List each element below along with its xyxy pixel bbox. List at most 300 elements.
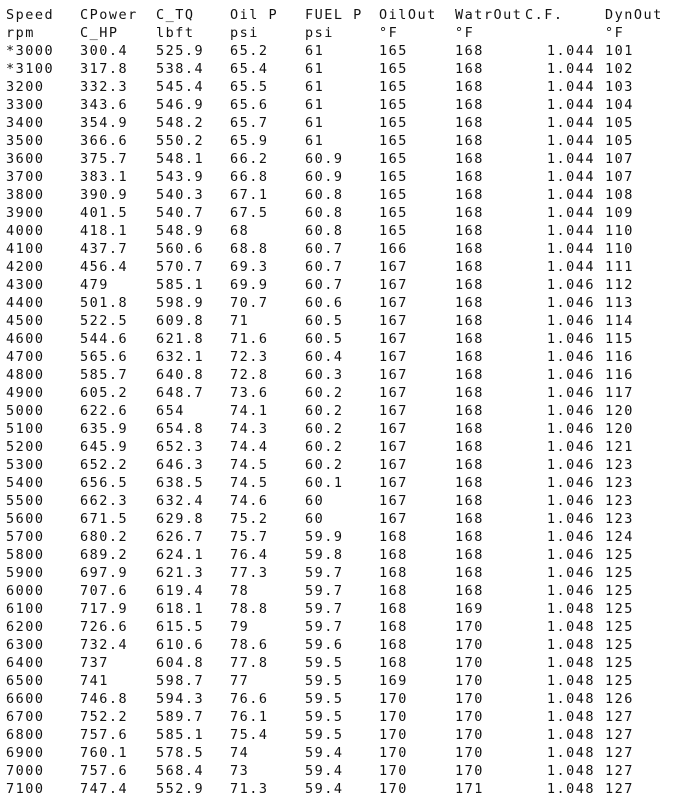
cell-cpower: 752.2 [80,709,129,725]
cell-fuel-p: 60.6 [305,295,344,311]
cell-fuel-p: 60.9 [305,169,344,185]
cell-oil-out: 170 [379,745,408,761]
cell-oil-p: 65.9 [230,133,269,149]
cell-dyn-out: 125 [605,547,634,563]
header-unit-watr-out: °F [455,25,475,41]
cell-c-tq: 598.9 [156,295,205,311]
cell-cpower: 656.5 [80,475,129,491]
cell-oil-p: 74.5 [230,457,269,473]
cell-speed: 3500 [6,133,45,149]
cell-speed: 5200 [6,439,45,455]
cell-oil-out: 167 [379,385,408,401]
cell-oil-out: 165 [379,187,408,203]
cell-c-tq: 604.8 [156,655,205,671]
cell-speed: 4900 [6,385,45,401]
cell-cpower: 383.1 [80,169,129,185]
cell-cpower: 757.6 [80,727,129,743]
cell-cpower: 479 [80,277,109,293]
cell-speed: 5700 [6,529,45,545]
cell-oil-out: 168 [379,601,408,617]
cell-oil-out: 167 [379,475,408,491]
table-row [6,654,682,672]
table-row [6,258,682,276]
table-row [6,600,682,618]
cell-c-f: 1.046 [546,313,595,329]
cell-dyn-out: 123 [605,475,634,491]
cell-fuel-p: 59.6 [305,637,344,653]
cell-c-tq: 609.8 [156,313,205,329]
cell-c-tq: 548.9 [156,223,205,239]
cell-oil-p: 75.7 [230,529,269,545]
cell-c-f: 1.046 [546,529,595,545]
cell-fuel-p: 60.8 [305,187,344,203]
cell-oil-p: 77.8 [230,655,269,671]
cell-oil-p: 75.2 [230,511,269,527]
cell-c-tq: 610.6 [156,637,205,653]
cell-oil-p: 77.3 [230,565,269,581]
cell-dyn-out: 125 [605,601,634,617]
table-row [6,114,682,132]
cell-fuel-p: 61 [305,43,325,59]
cell-dyn-out: 105 [605,133,634,149]
cell-oil-out: 165 [379,43,408,59]
cell-c-tq: 578.5 [156,745,205,761]
cell-oil-out: 168 [379,583,408,599]
cell-speed: 4100 [6,241,45,257]
cell-oil-p: 66.8 [230,169,269,185]
cell-c-tq: 548.2 [156,115,205,131]
cell-c-f: 1.044 [546,241,595,257]
cell-cpower: 707.6 [80,583,129,599]
cell-c-f: 1.048 [546,691,595,707]
cell-dyn-out: 108 [605,187,634,203]
cell-cpower: 605.2 [80,385,129,401]
cell-fuel-p: 60.2 [305,457,344,473]
cell-speed: 6700 [6,709,45,725]
cell-fuel-p: 60.7 [305,259,344,275]
cell-cpower: 501.8 [80,295,129,311]
cell-c-tq: 540.3 [156,187,205,203]
cell-c-tq: 568.4 [156,763,205,779]
cell-c-tq: 525.9 [156,43,205,59]
cell-c-f: 1.044 [546,169,595,185]
cell-speed: 7100 [6,781,45,797]
header-unit-c-f [525,24,605,42]
cell-oil-out: 167 [379,295,408,311]
table-row [6,222,682,240]
cell-c-f: 1.048 [546,637,595,653]
cell-c-f: 1.046 [546,385,595,401]
cell-cpower: 662.3 [80,493,129,509]
cell-cpower: 332.3 [80,79,129,95]
cell-cpower: 300.4 [80,43,129,59]
cell-fuel-p: 60.4 [305,349,344,365]
cell-speed: 3400 [6,115,45,131]
cell-dyn-out: 125 [605,619,634,635]
cell-dyn-out: 107 [605,169,634,185]
cell-watr-out: 170 [455,619,484,635]
cell-watr-out: 170 [455,637,484,653]
cell-watr-out: 168 [455,511,484,527]
table-row [6,276,682,294]
cell-dyn-out: 116 [605,349,634,365]
cell-oil-out: 165 [379,205,408,221]
cell-cpower: 760.1 [80,745,129,761]
header-name-c-tq: C_TQ [156,7,195,23]
cell-c-tq: 538.4 [156,61,205,77]
cell-dyn-out: 127 [605,709,634,725]
cell-c-f: 1.046 [546,457,595,473]
cell-c-f: 1.046 [546,547,595,563]
cell-c-tq: 626.7 [156,529,205,545]
cell-c-f: 1.044 [546,79,595,95]
cell-c-f: 1.048 [546,601,595,617]
table-row [6,348,682,366]
cell-fuel-p: 59.4 [305,745,344,761]
cell-c-tq: 546.9 [156,97,205,113]
cell-c-tq: 624.1 [156,547,205,563]
cell-dyn-out: 125 [605,673,634,689]
cell-fuel-p: 60 [305,493,325,509]
cell-oil-out: 167 [379,259,408,275]
cell-c-tq: 654.8 [156,421,205,437]
cell-oil-p: 71.3 [230,781,269,797]
cell-dyn-out: 123 [605,457,634,473]
cell-fuel-p: 61 [305,133,325,149]
cell-watr-out: 168 [455,403,484,419]
cell-c-f: 1.046 [546,493,595,509]
header-unit-fuel-p: psi [305,25,334,41]
cell-watr-out: 170 [455,709,484,725]
cell-oil-out: 167 [379,403,408,419]
table-row [6,726,682,744]
header-name-dyn-out: DynOut [605,7,663,23]
cell-speed: 5000 [6,403,45,419]
cell-c-f: 1.048 [546,745,595,761]
cell-speed: 5800 [6,547,45,563]
cell-fuel-p: 59.8 [305,547,344,563]
cell-c-tq: 589.7 [156,709,205,725]
cell-c-f: 1.046 [546,277,595,293]
cell-speed: 5300 [6,457,45,473]
cell-c-f: 1.048 [546,709,595,725]
cell-dyn-out: 120 [605,403,634,419]
cell-dyn-out: 110 [605,241,634,257]
cell-fuel-p: 61 [305,115,325,131]
cell-oil-out: 167 [379,439,408,455]
table-row [6,78,682,96]
cell-c-f: 1.046 [546,331,595,347]
cell-speed: 7000 [6,763,45,779]
header-unit-dyn-out: °F [605,25,625,41]
cell-dyn-out: 112 [605,277,634,293]
cell-watr-out: 170 [455,727,484,743]
cell-speed: 4200 [6,259,45,275]
table-row [6,204,682,222]
cell-speed: 6900 [6,745,45,761]
cell-watr-out: 168 [455,79,484,95]
cell-oil-p: 76.1 [230,709,269,725]
cell-oil-p: 79 [230,619,250,635]
cell-speed: *3100 [6,61,55,77]
header-row-names [6,6,682,24]
cell-oil-p: 75.4 [230,727,269,743]
cell-c-f: 1.048 [546,673,595,689]
cell-c-f: 1.048 [546,763,595,779]
cell-cpower: 697.9 [80,565,129,581]
cell-dyn-out: 117 [605,385,634,401]
cell-oil-p: 78 [230,583,250,599]
cell-fuel-p: 60.5 [305,331,344,347]
cell-c-f: 1.046 [546,583,595,599]
cell-oil-p: 65.2 [230,43,269,59]
cell-dyn-out: 110 [605,223,634,239]
cell-cpower: 354.9 [80,115,129,131]
cell-oil-out: 165 [379,133,408,149]
cell-watr-out: 168 [455,385,484,401]
cell-watr-out: 168 [455,151,484,167]
cell-speed: 6200 [6,619,45,635]
cell-oil-out: 167 [379,457,408,473]
cell-c-f: 1.044 [546,97,595,113]
header-name-fuel-p: FUEL P [305,7,363,23]
cell-fuel-p: 59.4 [305,763,344,779]
cell-speed: *3000 [6,43,55,59]
cell-oil-out: 168 [379,655,408,671]
cell-c-f: 1.044 [546,133,595,149]
table-row [6,402,682,420]
cell-cpower: 522.5 [80,313,129,329]
cell-watr-out: 168 [455,61,484,77]
cell-oil-out: 170 [379,763,408,779]
cell-watr-out: 168 [455,439,484,455]
cell-oil-p: 77 [230,673,250,689]
cell-dyn-out: 107 [605,151,634,167]
cell-fuel-p: 60.2 [305,403,344,419]
cell-oil-p: 72.8 [230,367,269,383]
cell-dyn-out: 127 [605,727,634,743]
cell-dyn-out: 116 [605,367,634,383]
cell-dyn-out: 127 [605,745,634,761]
cell-fuel-p: 59.7 [305,619,344,635]
cell-oil-p: 67.5 [230,205,269,221]
cell-dyn-out: 125 [605,637,634,653]
cell-watr-out: 168 [455,565,484,581]
cell-oil-out: 170 [379,727,408,743]
cell-oil-out: 170 [379,691,408,707]
table-row [6,384,682,402]
cell-cpower: 652.2 [80,457,129,473]
cell-c-tq: 621.8 [156,331,205,347]
cell-cpower: 366.6 [80,133,129,149]
cell-cpower: 680.2 [80,529,129,545]
table-row [6,294,682,312]
cell-c-f: 1.046 [546,511,595,527]
table-row [6,330,682,348]
cell-dyn-out: 123 [605,493,634,509]
cell-c-f: 1.048 [546,781,595,797]
cell-speed: 5600 [6,511,45,527]
cell-fuel-p: 60 [305,511,325,527]
cell-watr-out: 170 [455,673,484,689]
cell-fuel-p: 59.5 [305,673,344,689]
cell-cpower: 375.7 [80,151,129,167]
cell-c-tq: 629.8 [156,511,205,527]
cell-oil-p: 76.6 [230,691,269,707]
cell-oil-p: 68.8 [230,241,269,257]
table-row [6,636,682,654]
cell-oil-p: 74.3 [230,421,269,437]
cell-fuel-p: 59.7 [305,565,344,581]
header-name-oil-out: OilOut [379,7,437,23]
table-row [6,366,682,384]
cell-oil-p: 76.4 [230,547,269,563]
cell-c-f: 1.044 [546,223,595,239]
table-row [6,150,682,168]
cell-cpower: 565.6 [80,349,129,365]
table-row [6,312,682,330]
cell-speed: 6800 [6,727,45,743]
cell-cpower: 746.8 [80,691,129,707]
cell-oil-out: 165 [379,169,408,185]
cell-oil-out: 167 [379,367,408,383]
cell-c-f: 1.044 [546,61,595,77]
header-name-c-f: C.F. [525,7,564,23]
cell-watr-out: 168 [455,115,484,131]
cell-cpower: 645.9 [80,439,129,455]
cell-oil-p: 68 [230,223,250,239]
cell-watr-out: 170 [455,655,484,671]
cell-oil-out: 168 [379,547,408,563]
cell-speed: 6100 [6,601,45,617]
table-row [6,708,682,726]
table-row [6,690,682,708]
cell-c-tq: 638.5 [156,475,205,491]
cell-oil-p: 74.6 [230,493,269,509]
cell-fuel-p: 60.8 [305,205,344,221]
cell-dyn-out: 102 [605,61,634,77]
cell-c-tq: 632.1 [156,349,205,365]
cell-dyn-out: 105 [605,115,634,131]
cell-speed: 3600 [6,151,45,167]
cell-oil-out: 167 [379,511,408,527]
cell-oil-out: 167 [379,493,408,509]
cell-c-tq: 585.1 [156,277,205,293]
cell-speed: 3200 [6,79,45,95]
cell-oil-p: 73.6 [230,385,269,401]
cell-oil-p: 74.5 [230,475,269,491]
cell-speed: 4300 [6,277,45,293]
cell-c-tq: 540.7 [156,205,205,221]
cell-speed: 4400 [6,295,45,311]
cell-oil-out: 165 [379,97,408,113]
cell-oil-out: 167 [379,349,408,365]
cell-c-tq: 648.7 [156,385,205,401]
cell-cpower: 585.7 [80,367,129,383]
table-row [6,186,682,204]
cell-fuel-p: 59.7 [305,601,344,617]
cell-speed: 3800 [6,187,45,203]
cell-cpower: 635.9 [80,421,129,437]
cell-oil-p: 71 [230,313,250,329]
cell-oil-out: 165 [379,115,408,131]
cell-speed: 5500 [6,493,45,509]
table-row [6,240,682,258]
cell-speed: 6400 [6,655,45,671]
cell-oil-out: 167 [379,421,408,437]
table-row [6,456,682,474]
cell-speed: 3700 [6,169,45,185]
cell-oil-out: 167 [379,277,408,293]
cell-oil-out: 169 [379,673,408,689]
cell-c-tq: 619.4 [156,583,205,599]
cell-c-tq: 640.8 [156,367,205,383]
table-row [6,474,682,492]
cell-watr-out: 168 [455,169,484,185]
cell-watr-out: 168 [455,313,484,329]
cell-fuel-p: 60.3 [305,367,344,383]
cell-speed: 6300 [6,637,45,653]
cell-oil-out: 168 [379,619,408,635]
cell-watr-out: 168 [455,583,484,599]
cell-oil-p: 69.9 [230,277,269,293]
cell-watr-out: 168 [455,205,484,221]
cell-oil-out: 167 [379,331,408,347]
cell-oil-p: 74.1 [230,403,269,419]
cell-c-tq: 560.6 [156,241,205,257]
cell-c-f: 1.044 [546,259,595,275]
cell-oil-out: 170 [379,709,408,725]
cell-oil-out: 166 [379,241,408,257]
cell-fuel-p: 60.7 [305,277,344,293]
cell-watr-out: 168 [455,475,484,491]
cell-dyn-out: 114 [605,313,634,329]
header-unit-speed: rpm [6,25,35,41]
cell-watr-out: 171 [455,781,484,797]
table-row [6,744,682,762]
table-row [6,672,682,690]
cell-watr-out: 168 [455,421,484,437]
cell-watr-out: 168 [455,349,484,365]
cell-dyn-out: 125 [605,655,634,671]
cell-c-f: 1.046 [546,367,595,383]
table-row [6,762,682,780]
cell-dyn-out: 121 [605,439,634,455]
cell-fuel-p: 61 [305,97,325,113]
cell-cpower: 418.1 [80,223,129,239]
cell-watr-out: 168 [455,547,484,563]
cell-c-tq: 585.1 [156,727,205,743]
cell-oil-p: 78.6 [230,637,269,653]
cell-speed: 4700 [6,349,45,365]
cell-oil-p: 70.7 [230,295,269,311]
cell-oil-p: 78.8 [230,601,269,617]
cell-speed: 4500 [6,313,45,329]
cell-c-tq: 621.3 [156,565,205,581]
cell-fuel-p: 60.9 [305,151,344,167]
cell-speed: 6500 [6,673,45,689]
cell-speed: 5900 [6,565,45,581]
cell-oil-p: 74.4 [230,439,269,455]
table-row [6,60,682,78]
cell-speed: 6000 [6,583,45,599]
cell-cpower: 317.8 [80,61,129,77]
cell-fuel-p: 60.2 [305,439,344,455]
cell-fuel-p: 60.5 [305,313,344,329]
cell-dyn-out: 109 [605,205,634,221]
cell-fuel-p: 59.7 [305,583,344,599]
cell-c-f: 1.044 [546,151,595,167]
